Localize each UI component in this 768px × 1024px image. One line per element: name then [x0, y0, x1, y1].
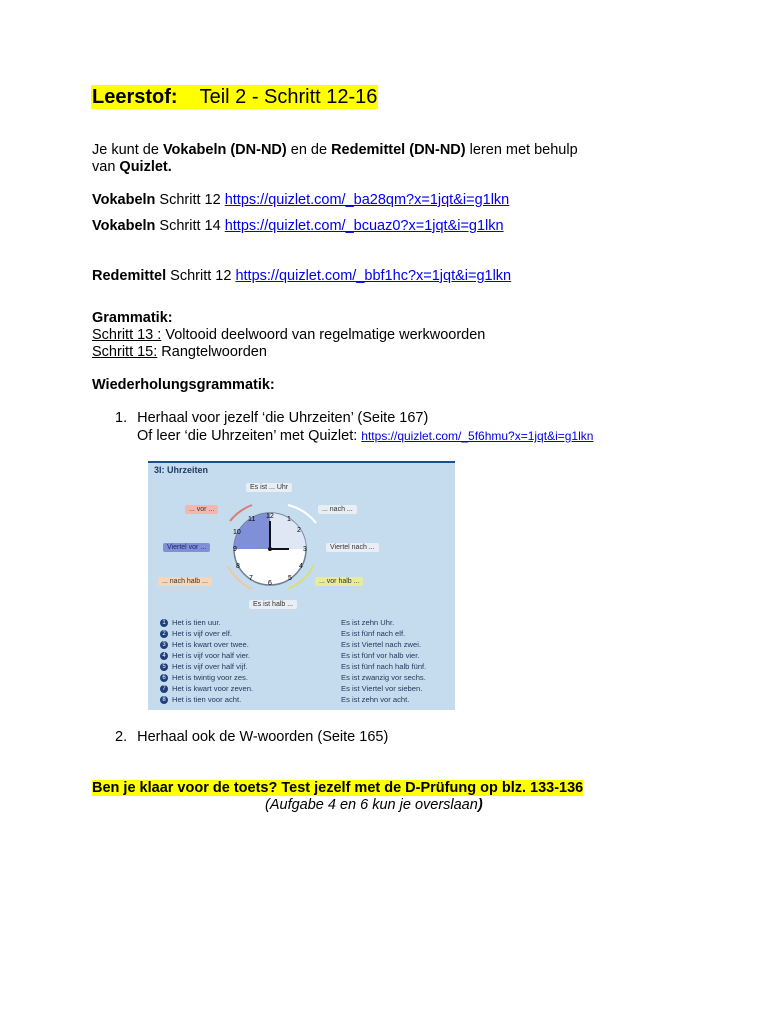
label-viertel-nach: Viertel nach ...: [326, 543, 379, 552]
intro-text: Je kunt de: [92, 142, 163, 158]
list-item-text: Herhaal ook de W-woorden (Seite 165): [137, 729, 389, 745]
redemittel-schritt: Schritt 12: [166, 268, 236, 284]
wiederholung-item-1-line2: [137, 428, 593, 445]
redemittel-label: Redemittel: [92, 268, 167, 284]
vocab-link-14[interactable]: https://quizlet.com/_bcuaz0?x=1jqt&i=g1lkn: [224, 218, 504, 234]
sentence-nl: [160, 661, 253, 672]
redemittel-link[interactable]: https://quizlet.com/_bbf1hc?x=1jqt&i=g1lkn: [235, 268, 512, 284]
vocab-label: Vokabeln: [92, 218, 156, 234]
clock-number: 10: [233, 529, 241, 536]
grammatik-item-label: Schritt 15:: [92, 344, 158, 360]
wiederholung-heading: [92, 377, 275, 394]
sentence-de: Es ist fünf nach halb fünf.: [341, 662, 427, 671]
sentence-de: Es ist zehn vor acht.: [341, 695, 410, 704]
wiederholung-item-2: [115, 729, 388, 746]
list-number: 1.: [115, 410, 128, 426]
number-badge: 4: [160, 652, 168, 660]
wiederholung-item-1: [115, 410, 428, 427]
list-number: 2.: [115, 729, 128, 745]
uhrzeiten-quizlet-link[interactable]: https://quizlet.com/_5f6hmu?x=1jqt&i=g1lkn: [361, 429, 594, 443]
grammatik-item-label: Schritt 13 :: [92, 327, 162, 343]
vocab-line-14: [92, 218, 504, 235]
intro-text: en de: [286, 142, 332, 158]
number-badge: 6: [160, 674, 168, 682]
vocab-line-12: [92, 192, 509, 209]
label-nach-halb: ... nach halb ...: [158, 577, 212, 586]
sentence-text: Het is tien uur.: [172, 618, 221, 627]
clock-number: 5: [288, 575, 292, 582]
closing-note-text: (Aufgabe 4 en 6 kun je overslaan: [265, 797, 478, 813]
clock-number: 1: [287, 516, 291, 523]
closing-note-paren: ): [477, 797, 483, 813]
grammatik-item-15: [92, 344, 267, 361]
clock-number: 12: [266, 513, 274, 520]
label-es-ist-uhr: Es ist ... Uhr: [246, 483, 292, 492]
wiederholung-heading-text: Wiederholungsgrammatik:: [92, 377, 275, 393]
sentence-text: Het is tien voor acht.: [172, 695, 242, 704]
sentence-nl: [160, 650, 253, 661]
sentence-list-de: [341, 617, 426, 705]
intro-bold-vokabeln: Vokabeln (DN-ND): [162, 142, 287, 158]
intro-line-1: [92, 142, 578, 159]
title-text: Teil 2 - Schritt 12-16: [199, 86, 378, 108]
sentence-text: Het is kwart over twee.: [172, 640, 249, 649]
intro-line-2: [92, 159, 172, 176]
sentence-text: Het is twintig voor zes.: [172, 673, 248, 682]
intro-text: van: [92, 159, 120, 175]
label-nach: ... nach ...: [318, 505, 357, 514]
sentence-nl: [160, 628, 253, 639]
sentence-de: Es ist Viertel vor sieben.: [341, 684, 423, 693]
sentence-de: Es ist zwanzig vor sechs.: [341, 673, 426, 682]
clock-center: [268, 547, 272, 551]
sentence-de: Es ist Viertel nach zwei.: [341, 640, 422, 649]
closing-note: [265, 797, 483, 814]
sentence-de: Es ist zehn Uhr.: [341, 618, 395, 627]
label-es-ist-halb: Es ist halb ...: [249, 600, 297, 609]
grammatik-item-text: Voltooid deelwoord van regelmatige werkwoorden: [161, 327, 486, 343]
closing-highlight: Ben je klaar voor de toets? Test jezelf met de D-Prüfung op blz. 133-136: [92, 780, 584, 796]
sentence-nl: [160, 617, 253, 628]
clock-number: 8: [236, 563, 240, 570]
clock-number: 9: [233, 546, 237, 553]
intro-bold-redemittel: Redemittel (DN-ND): [331, 142, 466, 158]
sentence-nl: [160, 672, 253, 683]
number-badge: 7: [160, 685, 168, 693]
sentence-text: Het is vijf over half vijf.: [172, 662, 248, 671]
clock-number: 7: [249, 575, 253, 582]
clock-number: 2: [297, 527, 301, 534]
closing-line: [92, 780, 583, 797]
sentence-de: Es ist fünf vor halb vier.: [341, 651, 420, 660]
sentence-nl: [160, 639, 253, 650]
list-item-text: Herhaal voor jezelf ‘die Uhrzeiten’ (Seite 167): [137, 410, 429, 426]
sentence-nl: [160, 694, 253, 705]
number-badge: 5: [160, 663, 168, 671]
uhrzeiten-figure: [148, 461, 455, 710]
grammatik-heading: [92, 310, 173, 327]
sentence-nl: [160, 683, 253, 694]
vocab-label: Vokabeln: [92, 192, 156, 208]
clock-number: 6: [268, 580, 272, 587]
grammatik-item-13: [92, 327, 485, 344]
page-title: [91, 85, 378, 109]
label-vor-halb: ... vor halb ...: [315, 577, 363, 586]
sentence-de: Es ist fünf nach elf.: [341, 629, 406, 638]
grammatik-item-text: Rangtelwoorden: [157, 344, 267, 360]
label-viertel-vor: Viertel vor ...: [163, 543, 210, 552]
clock-number: 3: [303, 546, 307, 553]
number-badge: 2: [160, 630, 168, 638]
vocab-schritt: Schritt 14: [155, 218, 225, 234]
sentence-text: Het is vijf voor half vier.: [172, 651, 251, 660]
sentence-text: Het is vijf over elf.: [172, 629, 232, 638]
clock-number: 4: [299, 563, 303, 570]
number-badge: 1: [160, 619, 168, 627]
label-vor: ... vor ...: [185, 505, 218, 514]
figure-title: 3I: Uhrzeiten: [154, 465, 209, 475]
intro-text: leren met behulp: [465, 142, 578, 158]
sentence-text: Het is kwart voor zeven.: [172, 684, 254, 693]
vocab-link-12[interactable]: https://quizlet.com/_ba28qm?x=1jqt&i=g1lkn: [224, 192, 510, 208]
title-label: Leerstof:: [92, 86, 178, 108]
list-item-text: Of leer ‘die Uhrzeiten’ met Quizlet:: [137, 428, 362, 444]
vocab-schritt: Schritt 12: [155, 192, 225, 208]
intro-bold-quizlet: Quizlet.: [119, 159, 172, 175]
clock-number: 11: [248, 516, 256, 523]
sentence-list-nl: [160, 617, 253, 705]
grammatik-heading-text: Grammatik:: [92, 310, 173, 326]
number-badge: 3: [160, 641, 168, 649]
number-badge: 8: [160, 696, 168, 704]
redemittel-line: [92, 268, 511, 285]
